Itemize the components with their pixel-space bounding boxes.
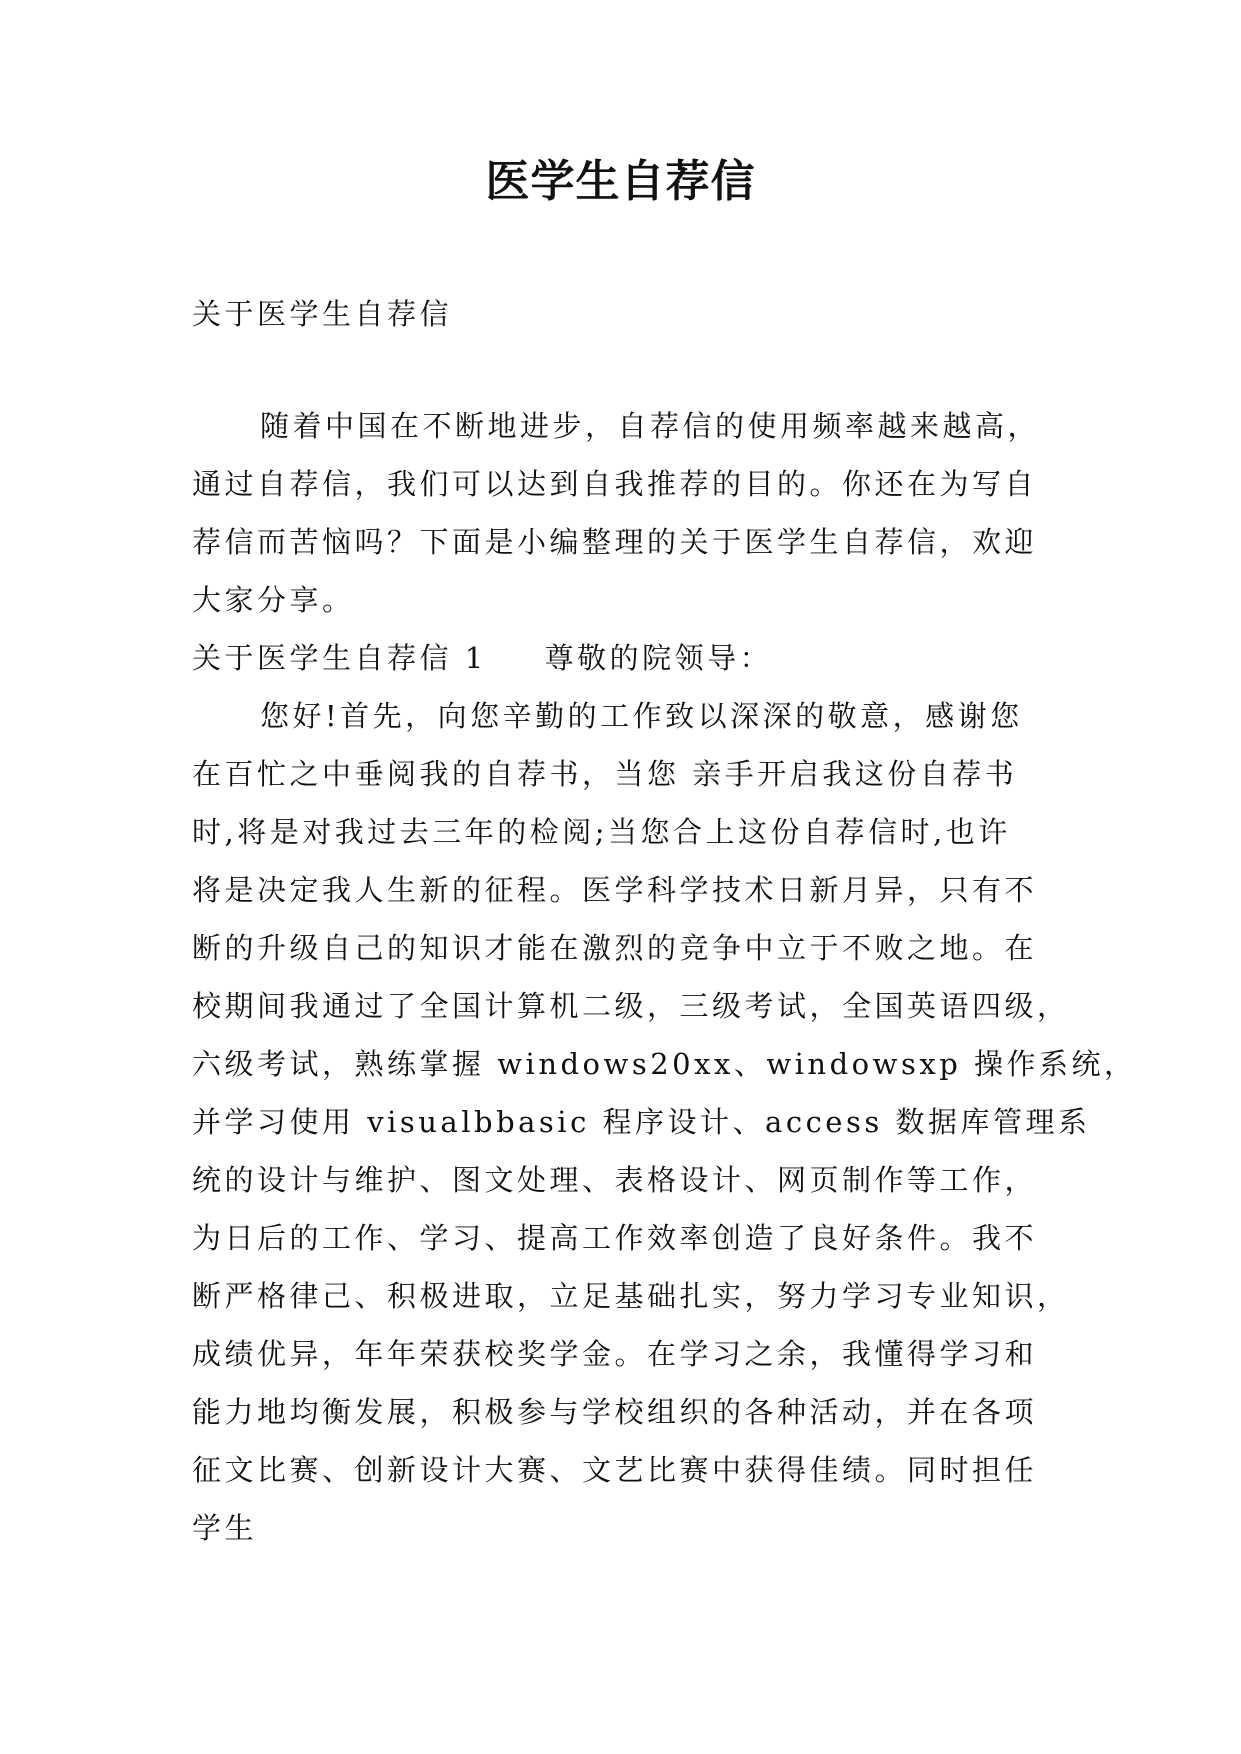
- section-heading: 关于医学生自荐信 1: [192, 641, 487, 675]
- body-line: 成绩优异，年年荣获校奖学金。在学习之余，我懂得学习和: [192, 1337, 1038, 1371]
- body-line: 断严格律己、积极进取，立足基础扎实，努力学习专业知识，: [192, 1279, 1070, 1313]
- body-line: 校期间我通过了全国计算机二级，三级考试，全国英语四级，: [192, 989, 1070, 1023]
- body-line: 学生: [192, 1511, 258, 1545]
- intro-line: 通过自荐信，我们可以达到自我推荐的目的。你还在为写自: [192, 467, 1038, 501]
- body-line: 将是决定我人生新的征程。医学科学技术日新月异，只有不: [192, 873, 1038, 907]
- body-line: 为日后的工作、学习、提高工作效率创造了良好条件。我不: [192, 1221, 1038, 1255]
- body-line: 您好!首先，向您辛勤的工作致以深深的敬意，感谢您: [260, 699, 1023, 733]
- salutation: 尊敬的院领导：: [544, 641, 773, 675]
- document-subtitle: 关于医学生自荐信: [192, 297, 453, 331]
- body-line: 能力地均衡发展，积极参与学校组织的各种活动，并在各项: [192, 1395, 1038, 1429]
- body-line: 六级考试，熟练掌握 windows20xx、windowsxp 操作系统，: [192, 1047, 1137, 1081]
- intro-line: 荐信而苦恼吗？下面是小编整理的关于医学生自荐信，欢迎: [192, 525, 1038, 559]
- section-heading-line: [192, 638, 772, 678]
- body-line: 统的设计与维护、图文处理、表格设计、网页制作等工作，: [192, 1163, 1038, 1197]
- body-line: 并学习使用 visualbbasic 程序设计、access 数据库管理系: [192, 1105, 1091, 1139]
- body-line: 断的升级自己的知识才能在激烈的竞争中立于不败之地。在: [192, 931, 1038, 965]
- body-line: 征文比赛、创新设计大赛、文艺比赛中获得佳绩。同时担任: [192, 1453, 1038, 1487]
- intro-line: 随着中国在不断地进步，自荐信的使用频率越来越高，: [260, 409, 1041, 443]
- body-line: 在百忙之中垂阅我的自荐书，当您 亲手开启我这份自荐书: [192, 757, 1018, 791]
- body-line: 时,将是对我过去三年的检阅;当您合上这份自荐信时,也许: [192, 815, 1011, 849]
- intro-line: 大家分享。: [192, 583, 355, 617]
- document-title: 医学生自荐信: [485, 156, 756, 207]
